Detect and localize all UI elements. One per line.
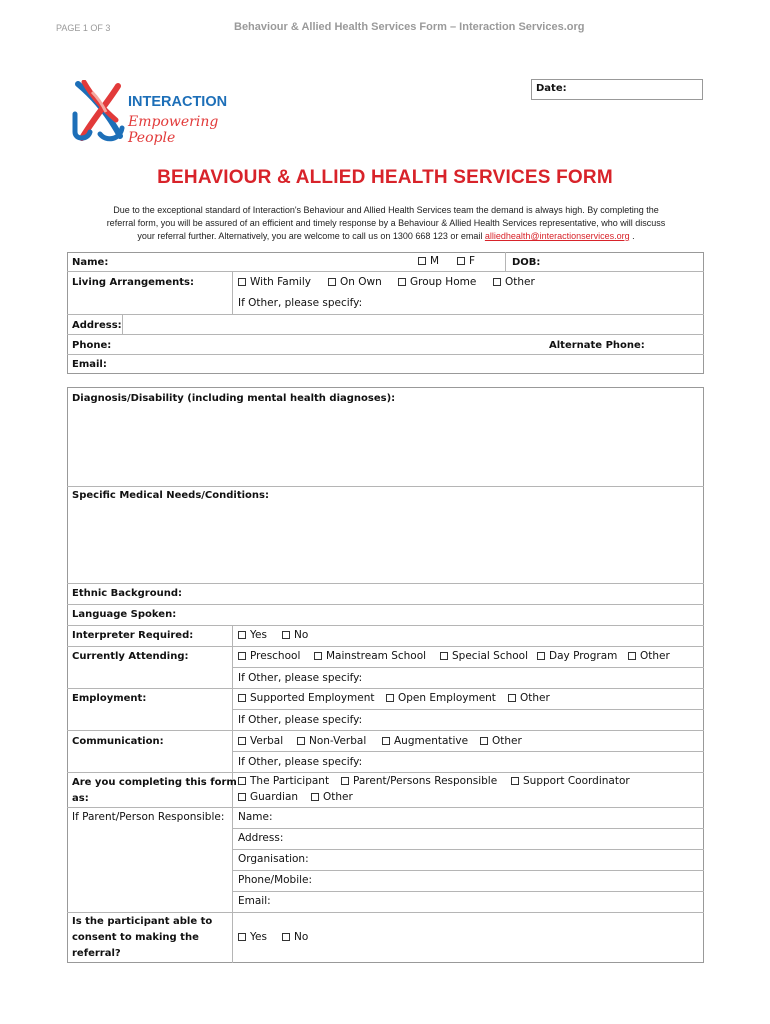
diagnosis-label: Diagnosis/Disability (including mental health diagnoses):	[72, 393, 396, 404]
email-link[interactable]: alliedhealth@interactionservices.org	[484, 231, 630, 241]
completing-parent-checkbox[interactable]: Parent/Persons Responsible	[341, 775, 497, 787]
logo-wordmark: INTERACTION	[128, 94, 228, 110]
language-spoken-label: Language Spoken:	[72, 609, 177, 620]
communication-nonverbal-checkbox[interactable]: Non-Verbal	[297, 735, 366, 747]
attending-other-specify: If Other, please specify:	[238, 672, 363, 684]
attending-mainstream-checkbox[interactable]: Mainstream School	[314, 650, 426, 662]
interaction-logo	[72, 80, 242, 144]
parent-organisation-field[interactable]: Organisation:	[238, 853, 309, 865]
communication-other-checkbox[interactable]: Other	[480, 735, 522, 747]
currently-attending-label: Currently Attending:	[72, 651, 189, 662]
parent-email-field[interactable]: Email:	[238, 895, 271, 907]
communication-other-specify: If Other, please specify:	[238, 756, 363, 768]
phone-label: Phone:	[72, 340, 112, 351]
date-field[interactable]	[531, 79, 703, 100]
completing-form-label-2: as:	[72, 793, 89, 804]
interpreter-yes-checkbox[interactable]: Yes	[238, 629, 267, 641]
interpreter-label: Interpreter Required:	[72, 630, 194, 641]
parent-responsible-label: If Parent/Person Responsible:	[72, 811, 225, 823]
employment-supported-checkbox[interactable]: Supported Employment	[238, 692, 375, 704]
living-with-family-checkbox[interactable]: With Family	[238, 276, 311, 288]
communication-label: Communication:	[72, 736, 164, 747]
parent-name-field[interactable]: Name:	[238, 811, 273, 823]
document-header-title: Behaviour & Allied Health Services Form – Interaction Services.org	[234, 21, 585, 33]
consent-label-1: Is the participant able to	[72, 916, 213, 927]
completing-support-coordinator-checkbox[interactable]: Support Coordinator	[511, 775, 630, 787]
logo-mark-icon	[72, 80, 128, 144]
communication-verbal-checkbox[interactable]: Verbal	[238, 735, 283, 747]
alternate-phone-label: Alternate Phone:	[549, 340, 645, 351]
completing-other-checkbox[interactable]: Other	[311, 791, 353, 803]
communication-augmentative-checkbox[interactable]: Augmentative	[382, 735, 468, 747]
page-number: PAGE 1 OF 3	[56, 23, 111, 33]
consent-label-3: referral?	[72, 948, 121, 959]
logo-tagline: Empowering People	[128, 114, 219, 146]
living-other-checkbox[interactable]: Other	[493, 276, 535, 288]
consent-label-2: consent to making the	[72, 932, 199, 943]
employment-other-checkbox[interactable]: Other	[508, 692, 550, 704]
completing-participant-checkbox[interactable]: The Participant	[238, 775, 329, 787]
attending-other-checkbox[interactable]: Other	[628, 650, 670, 662]
intro-line-2: referral form, you will be assured of an efficient and timely response by a Behaviour & Allied Health Services representative, who will discuss	[106, 218, 666, 228]
form-title: BEHAVIOUR & ALLIED HEALTH SERVICES FORM	[157, 167, 613, 188]
living-group-home-checkbox[interactable]: Group Home	[398, 276, 476, 288]
consent-no-checkbox[interactable]: No	[282, 931, 308, 943]
gender-f-checkbox[interactable]: F	[457, 255, 475, 267]
employment-other-specify: If Other, please specify:	[238, 714, 363, 726]
name-label: Name:	[72, 257, 109, 268]
date-label: Date:	[536, 83, 567, 94]
employment-open-checkbox[interactable]: Open Employment	[386, 692, 496, 704]
parent-address-field[interactable]: Address:	[238, 832, 284, 844]
attending-day-program-checkbox[interactable]: Day Program	[537, 650, 617, 662]
interpreter-no-checkbox[interactable]: No	[282, 629, 308, 641]
parent-phone-field[interactable]: Phone/Mobile:	[238, 874, 313, 886]
health-details-table	[67, 387, 704, 963]
living-on-own-checkbox[interactable]: On Own	[328, 276, 382, 288]
completing-form-label-1: Are you completing this form	[72, 777, 237, 788]
gender-m-checkbox[interactable]: M	[418, 255, 439, 267]
employment-label: Employment:	[72, 693, 147, 704]
consent-yes-checkbox[interactable]: Yes	[238, 931, 267, 943]
living-arrangements-label: Living Arrangements:	[72, 277, 194, 288]
completing-guardian-checkbox[interactable]: Guardian	[238, 791, 298, 803]
intro-paragraph	[66, 204, 706, 243]
attending-preschool-checkbox[interactable]: Preschool	[238, 650, 300, 662]
dob-label: DOB:	[512, 257, 541, 268]
email-label: Email:	[72, 359, 107, 370]
attending-special-school-checkbox[interactable]: Special School	[440, 650, 528, 662]
address-label: Address:	[72, 320, 122, 331]
intro-line-3: your referral further. Alternatively, you are welcome to call us on 1300 668 123 or email alliedhealth@interactionservices.org .	[137, 231, 635, 241]
medical-needs-label: Specific Medical Needs/Conditions:	[72, 490, 269, 501]
living-other-specify: If Other, please specify:	[238, 297, 363, 309]
ethnic-background-label: Ethnic Background:	[72, 588, 182, 599]
intro-line-1: Due to the exceptional standard of Interaction's Behaviour and Allied Health Services team the demand is always high. By completing the	[113, 205, 659, 215]
